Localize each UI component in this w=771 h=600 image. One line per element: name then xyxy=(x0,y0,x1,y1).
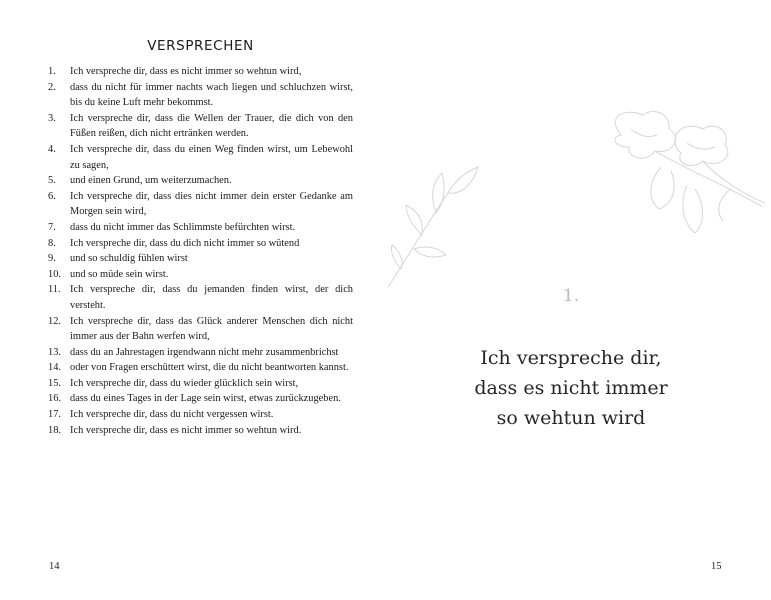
item-text: dass du nicht immer das Schlimmste befürchten wirst. xyxy=(70,221,296,233)
list-item xyxy=(48,360,353,376)
item-text: dass du nicht für immer nachts wach liegen und schluchzen wirst, bis du keine Luft mehr bekommst. xyxy=(70,81,353,109)
tulip-flowers-icon xyxy=(591,105,771,255)
list-item xyxy=(48,423,353,439)
list-item xyxy=(48,64,353,80)
item-number: 16. xyxy=(48,393,61,405)
item-text: Ich verspreche dir, dass die Wellen der Trauer, die dich von den Füßen reißen, dich nicht ertränken werden. xyxy=(70,112,353,140)
list-item xyxy=(48,267,353,283)
item-number: 5. xyxy=(48,175,56,187)
item-text: Ich verspreche dir, dass du nicht vergessen wirst. xyxy=(70,409,274,421)
item-text: Ich verspreche dir, dass das Glück anderer Menschen dich nicht immer aus der Bahn werfen wird, xyxy=(70,315,353,343)
list-item xyxy=(48,391,353,407)
item-number: 18. xyxy=(48,424,61,436)
item-text: Ich verspreche dir, dass es nicht immer so wehtun wird, xyxy=(70,66,302,77)
right-page xyxy=(386,0,771,600)
list-item xyxy=(48,80,353,111)
item-number: 3. xyxy=(48,112,56,124)
item-number: 15. xyxy=(48,377,61,389)
item-text: Ich verspreche dir, dass es nicht immer so wehtun wird. xyxy=(70,424,302,436)
item-text: dass du an Jahrestagen irgendwann nicht mehr zusammenbrichst xyxy=(70,346,339,358)
chapter-title xyxy=(386,343,756,433)
item-number: 4. xyxy=(48,143,56,155)
item-number: 10. xyxy=(48,268,61,280)
list-item xyxy=(48,220,353,236)
page-number-left: 14 xyxy=(49,561,60,572)
leaf-sprig-icon xyxy=(386,165,486,295)
item-text: oder von Fragen erschüttert wirst, die du nicht beantworten kannst. xyxy=(70,362,349,374)
item-text: Ich verspreche dir, dass du jemanden finden wirst, der dich versteht. xyxy=(70,284,353,311)
item-text: und so müde sein wirst. xyxy=(70,268,169,280)
chapter-title-line: Ich verspreche dir, xyxy=(480,347,662,369)
item-number: 1. xyxy=(48,66,56,77)
item-number: 2. xyxy=(48,81,56,93)
item-text: Ich verspreche dir, dass dies nicht immer dein erster Gedanke am Morgen sein wird, xyxy=(70,190,353,218)
item-number: 9. xyxy=(48,253,56,265)
chapter-number: 1. xyxy=(562,286,580,306)
item-number: 13. xyxy=(48,346,61,358)
list-item xyxy=(48,314,353,345)
item-text: Ich verspreche dir, dass du dich nicht immer so wütend xyxy=(70,237,300,249)
item-text: Ich verspreche dir, dass du einen Weg finden wirst, um Lebewohl zu sagen, xyxy=(70,143,353,171)
item-number: 11. xyxy=(48,284,61,296)
page-number-right: 15 xyxy=(711,561,722,572)
list-item xyxy=(48,173,353,189)
item-text: und so schuldig fühlen wirst xyxy=(70,253,188,265)
list-item xyxy=(48,376,353,392)
list-item xyxy=(48,251,353,267)
item-number: 8. xyxy=(48,237,56,249)
list-item xyxy=(48,282,353,313)
item-number: 7. xyxy=(48,221,56,233)
item-text: und einen Grund, um weiterzumachen. xyxy=(70,175,232,187)
list-item xyxy=(48,189,353,220)
list-item xyxy=(48,236,353,252)
list-item xyxy=(48,142,353,173)
list-heading: VERSPRECHEN xyxy=(147,38,254,54)
list-item xyxy=(48,111,353,142)
item-number: 12. xyxy=(48,315,61,327)
chapter-title-line: so wehtun wird xyxy=(496,407,646,429)
item-text: dass du eines Tages in der Lage sein wirst, etwas zurückzugeben. xyxy=(70,393,341,405)
promise-list xyxy=(48,64,353,438)
chapter-title-line: dass es nicht immer xyxy=(474,377,668,399)
item-number: 14. xyxy=(48,362,61,374)
item-number: 6. xyxy=(48,190,56,202)
list-item xyxy=(48,407,353,423)
item-text: Ich verspreche dir, dass du wieder glücklich sein wirst, xyxy=(70,377,299,389)
list-item xyxy=(48,345,353,361)
item-number: 17. xyxy=(48,409,61,421)
